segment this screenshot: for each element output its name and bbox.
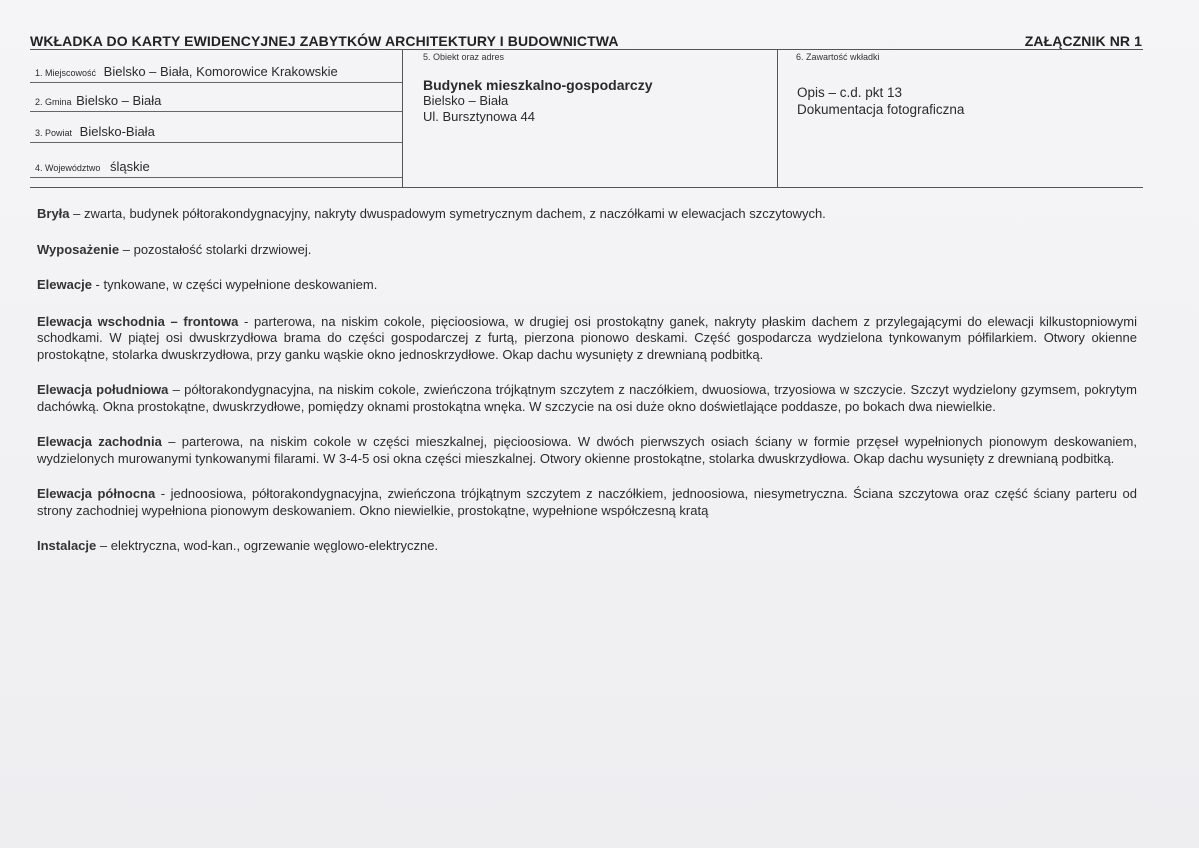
header-divider	[30, 49, 1143, 50]
paragraph-text: pozostałość stolarki drzwiowej.	[133, 241, 312, 257]
paragraph-text: półtorakondygnacyjna, na niskim cokole, zwieńczona trójkątnym szczytem z naczółkiem, dwuosiowa, trzyosiowa w szczycie. Szczyt wydzielony gzymsem, pokrytym dachówką. Okna prostokątne, dwuskrzydłowe, pomiędzy oknami prostokątna wnęka. W szczycie na osi duże okno doświetlające poddasze, po bokach dwa niewielkie.	[37, 382, 1137, 414]
paragraph-elewacja-polnocna	[37, 486, 1137, 519]
contents-line-1: Opis – c.d. pkt 13	[797, 85, 903, 100]
form-bottom-divider	[30, 187, 1143, 188]
field-gmina	[30, 87, 402, 112]
paragraph-wyposazenie	[37, 242, 1137, 259]
paragraph-separator: –	[96, 538, 111, 553]
paragraph-elewacja-zachodnia	[37, 434, 1137, 467]
paragraph-separator: –	[168, 382, 185, 397]
field-wojewodztwo-value: śląskie	[110, 159, 150, 174]
paragraph-heading: Bryła	[37, 206, 70, 221]
contents-line-2: Dokumentacja fotograficzna	[797, 102, 965, 117]
paragraph-text: tynkowane, w części wypełnione deskowaniem.	[103, 277, 378, 292]
paragraph-heading: Elewacja zachodnia	[37, 434, 162, 449]
paragraph-text: zwarta, budynek półtorakondygnacyjny, nakryty dwuspadowym symetrycznym dachem, z naczółkami w elewacjach szczytowych.	[84, 206, 826, 221]
field-miejscowosc-label: 1. Miejscowość	[35, 68, 97, 78]
field-gmina-value: Bielsko – Biała	[76, 93, 162, 108]
paragraph-elewacje	[37, 277, 1137, 294]
paragraph-instalacje	[37, 538, 1137, 555]
paragraph-heading: Elewacja północna	[37, 486, 156, 501]
field-powiat-value: Bielsko-Biała	[79, 124, 155, 139]
object-label: 5. Obiekt oraz adres	[423, 52, 505, 62]
paragraph-separator: –	[161, 434, 182, 449]
paragraph-heading: Elewacja południowa	[37, 382, 169, 397]
paragraph-elewacja-wschodnia	[37, 314, 1137, 364]
paragraph-heading: Elewacja wschodnia – frontowa	[37, 313, 239, 329]
object-name: Budynek mieszkalno-gospodarczy	[423, 77, 653, 93]
field-miejscowosc	[30, 58, 402, 83]
paragraph-text: elektryczna, wod-kan., ogrzewanie węglowo-elektryczne.	[110, 538, 439, 553]
paragraph-heading: Wyposażenie	[37, 241, 120, 257]
field-miejscowosc-value: Bielsko – Biała, Komorowice Krakowskie	[103, 64, 338, 79]
field-gmina-label: 2. Gmina	[35, 97, 72, 107]
contents-label: 6. Zawartość wkładki	[796, 52, 880, 62]
paragraph-separator: -	[238, 313, 255, 329]
paragraph-bryla	[37, 206, 1137, 223]
object-address-block	[423, 77, 653, 125]
column-divider-left	[402, 49, 403, 187]
paragraph-separator: –	[69, 206, 84, 221]
paragraph-separator: –	[119, 241, 134, 257]
paragraph-text: parterowa, na niskim cokole, pięcioosiowa, w drugiej osi prostokątny ganek, nakryty płaskim dachem z przylegającymi do elewacji kilkustopniowymi schodkami. W piątej osi dwuskrzydłowa brama do części gospodarczej z furtą, pierzona pionowo deskami. Część gospodarcza wydzielona tynkowanym półfilarkiem. Otwory okienne prostokątne, stolarka dwuskrzydłowa, przy ganku wąskie okno jednoskrzydłowe. Okap dachu wysunięty z drewnianą podbitką.	[37, 313, 1137, 362]
field-powiat	[30, 118, 402, 143]
paragraph-heading: Elewacje	[37, 277, 92, 292]
description-body	[37, 206, 1137, 574]
paragraph-text: jednoosiowa, półtorakondygnacyjna, zwieńczona trójkątnym szczytem z naczółkiem, jednoosiowa, niesymetryczna. Ściana szczytowa oraz część ściany parteru od strony zachodniej wypełniona pionowym deskowaniem. Okno niewielkie, prostokątne, wypełnione współczesną kratą	[37, 486, 1137, 518]
field-powiat-label: 3. Powiat	[35, 128, 73, 138]
document-title: WKŁADKA DO KARTY EWIDENCYJNEJ ZABYTKÓW ARCHITEKTURY I BUDOWNICTWA	[30, 33, 619, 49]
column-divider-right	[777, 49, 778, 187]
field-wojewodztwo	[30, 153, 402, 178]
field-wojewodztwo-label: 4. Województwo	[35, 163, 101, 173]
paragraph-elewacja-poludniowa	[37, 382, 1137, 415]
object-city: Bielsko – Biała	[423, 93, 509, 108]
paragraph-separator: -	[91, 277, 104, 292]
contents-block	[797, 84, 964, 118]
paragraph-separator: -	[155, 486, 171, 501]
paragraph-heading: Instalacje	[37, 538, 97, 553]
annex-number: ZAŁĄCZNIK NR 1	[1024, 33, 1142, 49]
object-street: Ul. Bursztynowa 44	[423, 109, 535, 124]
paragraph-text: parterowa, na niskim cokole w części mieszkalnej, pięcioosiowa. W dwóch pierwszych osiach ściany w formie przęseł wypełnionych pionowym deskowaniem, wydzielonych murowanymi tynkowanymi filarami. W 3-4-5 osi okna części mieszkalnej. Otwory okienne prostokątne, stolarka dwuskrzydłowa. Okap dachu wysunięty z drewnianą podbitką.	[37, 434, 1137, 466]
